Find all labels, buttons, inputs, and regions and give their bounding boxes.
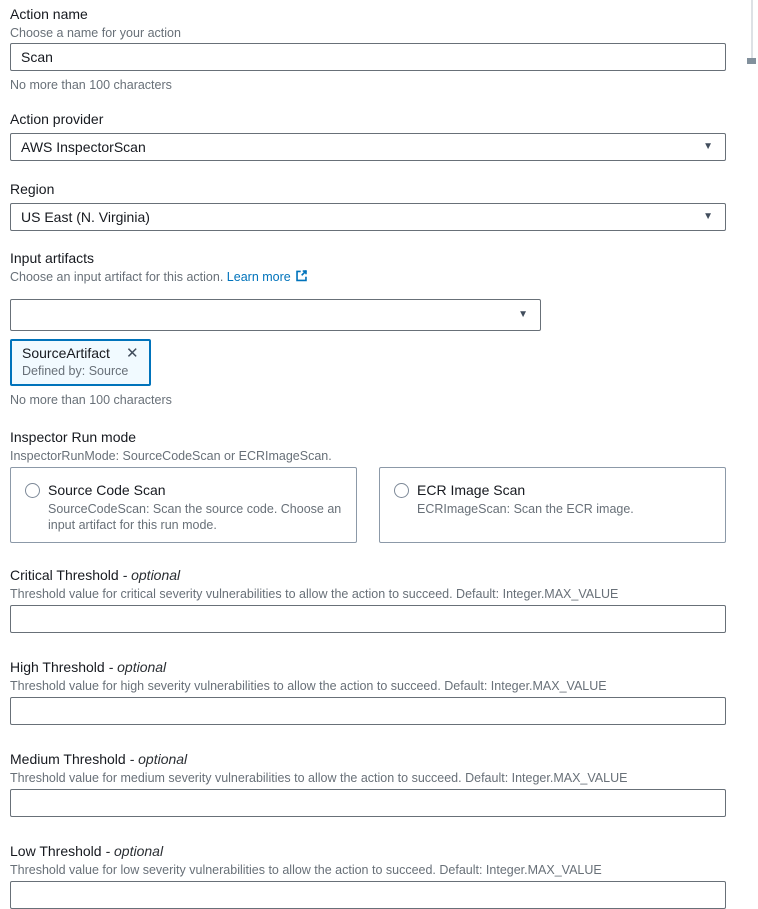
- medium-threshold-label: [10, 750, 726, 768]
- action-provider-label: Action provider: [10, 111, 104, 127]
- chevron-down-icon: ▼: [518, 309, 528, 320]
- field-input-artifacts: [10, 249, 726, 408]
- input-artifact-select[interactable]: [10, 299, 541, 331]
- field-action-name: [10, 5, 726, 93]
- artifact-token-name: SourceArtifact: [22, 345, 110, 361]
- medium-threshold-description: Threshold value for medium severity vulnerabilities to allow the action to succeed. Default: Integer.MAX_VALUE: [10, 771, 628, 785]
- low-threshold-input[interactable]: [10, 881, 726, 909]
- field-medium-threshold: [10, 750, 726, 817]
- optional-suffix: - optional: [108, 659, 167, 675]
- action-name-input[interactable]: [10, 43, 726, 71]
- optional-suffix: - optional: [105, 843, 164, 859]
- scrollbar-thumb[interactable]: [747, 58, 756, 64]
- high-threshold-label: [10, 658, 726, 676]
- low-threshold-label: [10, 842, 726, 860]
- label-text: High Threshold: [10, 659, 105, 675]
- tile-head: [394, 481, 715, 499]
- field-critical-threshold: [10, 566, 726, 633]
- field-low-threshold: [10, 842, 726, 909]
- radio-ecr-image-scan[interactable]: [394, 483, 409, 498]
- action-name-description: Choose a name for your action: [10, 26, 181, 40]
- input-artifacts-description: [10, 269, 726, 286]
- field-action-provider: [10, 110, 726, 161]
- critical-threshold-input[interactable]: [10, 605, 726, 633]
- optional-suffix: - optional: [122, 567, 181, 583]
- input-artifacts-constraint: No more than 100 characters: [10, 393, 172, 407]
- chevron-down-icon: ▼: [703, 211, 713, 222]
- field-run-mode: [10, 428, 726, 543]
- tile-ecr-image-scan-label: ECR Image Scan: [417, 482, 526, 498]
- run-mode-label: Inspector Run mode: [10, 429, 137, 445]
- high-threshold-input[interactable]: [10, 697, 726, 725]
- artifact-token-detail: Defined by: Source: [22, 364, 129, 378]
- optional-suffix: - optional: [129, 751, 188, 767]
- label-text: Medium Threshold: [10, 751, 126, 767]
- close-icon[interactable]: ✕: [125, 344, 139, 362]
- artifact-token-row: [22, 344, 139, 362]
- region-label: Region: [10, 181, 55, 197]
- input-artifacts-description-text: Choose an input artifact for this action.: [10, 270, 224, 284]
- action-name-constraint: No more than 100 characters: [10, 78, 172, 92]
- field-high-threshold: [10, 658, 726, 725]
- tile-head: [25, 481, 346, 499]
- radio-source-code-scan[interactable]: [25, 483, 40, 498]
- learn-more-link[interactable]: Learn more: [226, 270, 291, 284]
- action-provider-value: AWS InspectorScan: [21, 139, 146, 155]
- tile-ecr-image-scan[interactable]: [379, 467, 726, 543]
- tile-source-code-scan[interactable]: [10, 467, 357, 543]
- external-link-icon: [295, 271, 308, 285]
- label-text: Low Threshold: [10, 843, 102, 859]
- high-threshold-description: Threshold value for high severity vulnerabilities to allow the action to succeed. Default: Integer.MAX_VALUE: [10, 679, 607, 693]
- action-name-label: Action name: [10, 6, 88, 22]
- tile-source-code-scan-description: SourceCodeScan: Scan the source code. Choose an input artifact for this run mode.: [48, 502, 342, 532]
- run-mode-tiles: [10, 467, 726, 543]
- field-region: [10, 180, 726, 231]
- artifact-token: [10, 339, 151, 386]
- medium-threshold-input[interactable]: [10, 789, 726, 817]
- tile-ecr-image-scan-description: ECRImageScan: Scan the ECR image.: [417, 502, 634, 516]
- chevron-down-icon: ▼: [703, 141, 713, 152]
- label-text: Critical Threshold: [10, 567, 119, 583]
- region-select[interactable]: [10, 203, 726, 231]
- run-mode-description: InspectorRunMode: SourceCodeScan or ECRImageScan.: [10, 449, 332, 463]
- low-threshold-description: Threshold value for low severity vulnerabilities to allow the action to succeed. Default: Integer.MAX_VALUE: [10, 863, 602, 877]
- critical-threshold-description: Threshold value for critical severity vulnerabilities to allow the action to succeed. Default: Integer.MAX_VALUE: [10, 587, 619, 601]
- scrollbar-track: [751, 0, 753, 63]
- input-artifacts-label: Input artifacts: [10, 250, 95, 266]
- action-provider-select[interactable]: [10, 133, 726, 161]
- critical-threshold-label: [10, 566, 726, 584]
- tile-source-code-scan-label: Source Code Scan: [48, 482, 166, 498]
- region-value: US East (N. Virginia): [21, 209, 150, 225]
